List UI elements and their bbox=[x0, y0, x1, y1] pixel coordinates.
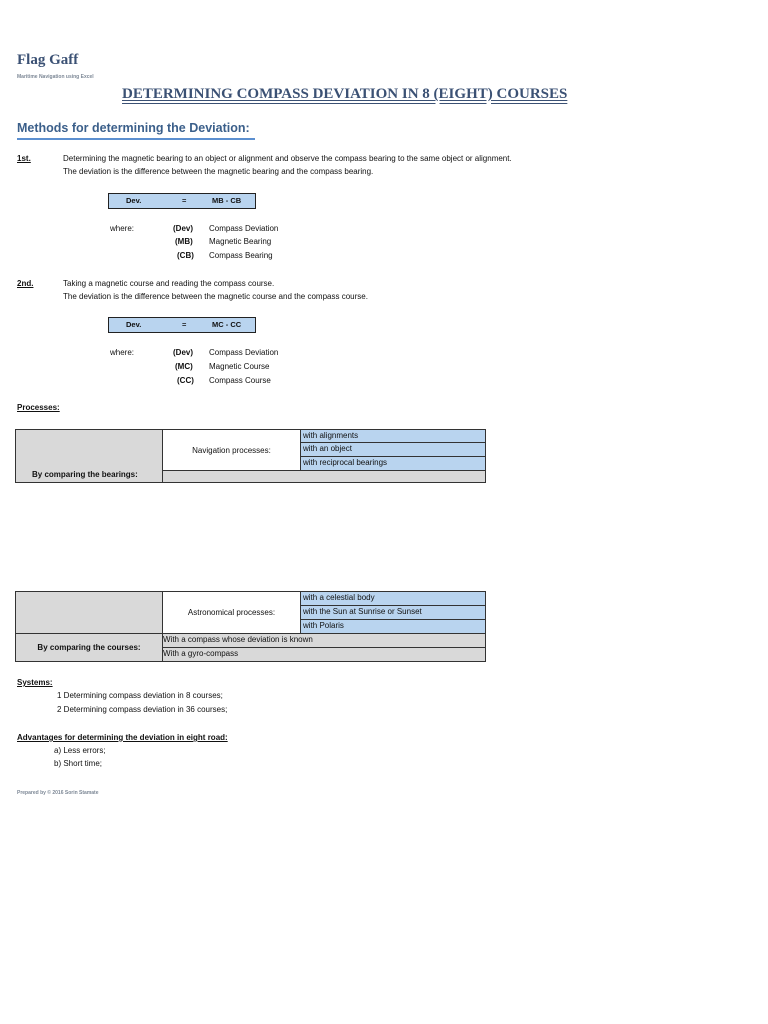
table-row bbox=[300, 619, 486, 634]
astro-processes-label: Astronomical processes: bbox=[187, 608, 276, 617]
formula-box-2 bbox=[108, 317, 256, 333]
table-row bbox=[300, 456, 486, 471]
table-row bbox=[300, 591, 486, 606]
course-item: With a compass whose deviation is known bbox=[163, 635, 313, 644]
page-title: DETERMINING COMPASS DEVIATION IN 8 (EIGHT) COURSES bbox=[122, 86, 568, 102]
nav-item: with reciprocal bearings bbox=[303, 458, 388, 467]
def-abbr: (MB) bbox=[175, 237, 193, 246]
astro-item: with the Sun at Sunrise or Sunset bbox=[303, 607, 422, 616]
method2-line2: The deviation is the difference between the magnetic course and the compass course. bbox=[63, 292, 368, 301]
method1-label: 1st. bbox=[17, 154, 31, 163]
method2-where: where: bbox=[110, 348, 135, 357]
def-text: Magnetic Course bbox=[209, 362, 270, 371]
def-abbr: (MC) bbox=[175, 362, 193, 371]
def-text: Compass Deviation bbox=[209, 224, 279, 233]
def-abbr: (CB) bbox=[177, 251, 194, 260]
astro-processes-cell bbox=[162, 591, 301, 634]
table-row bbox=[300, 605, 486, 620]
brand-title: Flag Gaff bbox=[17, 52, 79, 68]
def-abbr: (Dev) bbox=[173, 224, 194, 233]
formula1-right: MB - CB bbox=[212, 196, 242, 205]
nav-processes-cell bbox=[162, 429, 301, 471]
astro-item: with Polaris bbox=[303, 621, 344, 630]
table-row bbox=[162, 647, 486, 662]
footer-credit: Prepared by © 2016 Sorin Stamate bbox=[17, 790, 99, 796]
method1-line2: The deviation is the difference between the magnetic bearing and the compass bearing. bbox=[63, 167, 374, 176]
list-item: a) Less errors; bbox=[54, 746, 106, 755]
formula1-left: Dev. bbox=[126, 196, 142, 205]
courses-group-cell bbox=[15, 633, 163, 662]
list-item: 2 Determining compass deviation in 36 courses; bbox=[57, 705, 228, 714]
formula-box-1 bbox=[108, 193, 256, 209]
def-text: Compass Bearing bbox=[209, 251, 273, 260]
bearings-label: By comparing the bearings: bbox=[32, 470, 138, 479]
bearings-group-cell bbox=[15, 429, 163, 483]
def-text: Compass Deviation bbox=[209, 348, 279, 357]
nav-processes-label: Navigation processes: bbox=[192, 445, 271, 455]
section-divider bbox=[17, 138, 255, 140]
table-row bbox=[300, 442, 486, 457]
courses-label: By comparing the courses: bbox=[37, 643, 141, 652]
formula2-right: MC - CC bbox=[212, 320, 242, 329]
systems-label: Systems: bbox=[17, 678, 53, 687]
advantages-label: Advantages for determining the deviation in eight road: bbox=[17, 733, 228, 742]
section-title: Methods for determining the Deviation: bbox=[17, 121, 250, 135]
list-item: 1 Determining compass deviation in 8 courses; bbox=[57, 691, 223, 700]
astro-group-cell bbox=[15, 591, 163, 634]
empty-row bbox=[162, 470, 486, 483]
method2-label: 2nd. bbox=[17, 279, 34, 288]
method2-line1: Taking a magnetic course and reading the compass course. bbox=[63, 279, 275, 288]
def-text: Magnetic Bearing bbox=[209, 237, 272, 246]
processes-label: Processes: bbox=[17, 403, 60, 412]
nav-item: with an object bbox=[303, 444, 352, 453]
def-abbr: (CC) bbox=[177, 376, 194, 385]
formula2-eq: = bbox=[182, 320, 187, 329]
table-row bbox=[162, 633, 486, 648]
method1-line1: Determining the magnetic bearing to an object or alignment and observe the compass bearing to the same object or alignment. bbox=[63, 154, 512, 163]
astro-item: with a celestial body bbox=[303, 593, 375, 602]
course-item: With a gyro-compass bbox=[163, 649, 239, 658]
formula2-left: Dev. bbox=[126, 320, 142, 329]
formula1-eq: = bbox=[182, 196, 187, 205]
nav-item: with alignments bbox=[303, 431, 359, 440]
list-item: b) Short time; bbox=[54, 759, 103, 768]
brand-tagline: Maritime Navigation using Excel bbox=[17, 74, 94, 80]
def-text: Compass Course bbox=[209, 376, 271, 385]
def-abbr: (Dev) bbox=[173, 348, 194, 357]
method1-where: where: bbox=[110, 224, 135, 233]
table-row bbox=[300, 429, 486, 443]
